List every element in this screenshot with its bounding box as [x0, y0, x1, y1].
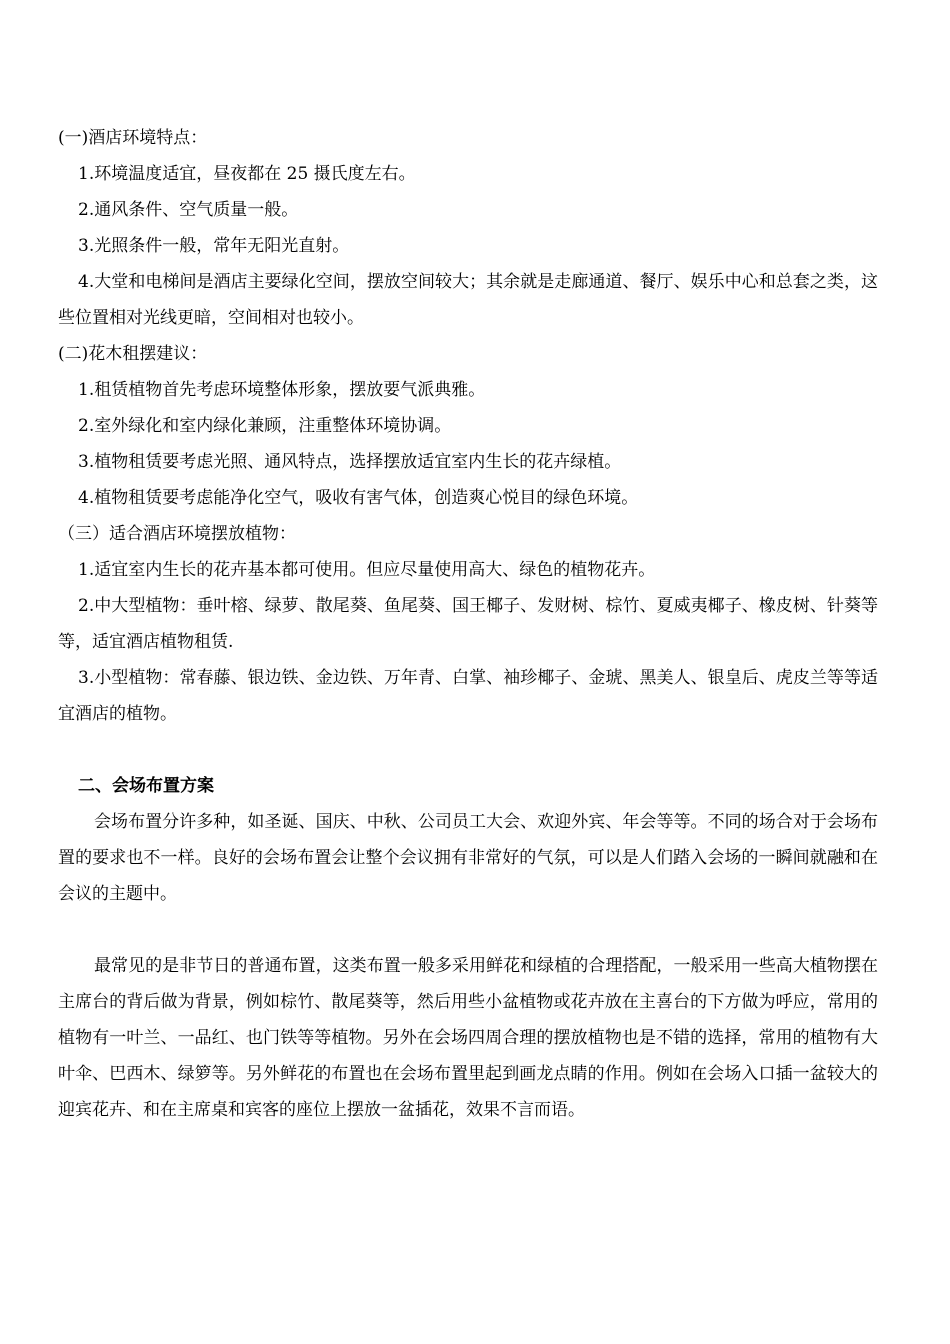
section-1-item-4: 4.大堂和电梯间是酒店主要绿化空间，摆放空间较大；其余就是走廊通道、餐厅、娱乐中心和总套之类，这些位置相对光线更暗，空间相对也较小。	[58, 272, 878, 328]
section-3-item-2: 2.中大型植物：垂叶榕、绿萝、散尾葵、鱼尾葵、国王椰子、发财树、棕竹、夏威夷椰子、橡皮树、针葵等等，适宜酒店植物租赁.	[58, 596, 878, 652]
section-1-item-3: 3.光照条件一般，常年无阳光直射。	[78, 236, 350, 256]
section-2-item-4: 4.植物租赁要考虑能净化空气，吸收有害气体，创造爽心悦目的绿色环境。	[78, 488, 639, 508]
section-3-item-1: 1.适宜室内生长的花卉基本都可使用。但应尽量使用高大、绿色的植物花卉。	[78, 560, 656, 580]
part-2-paragraph-2: 最常见的是非节日的普通布置，这类布置一般多采用鲜花和绿植的合理搭配，一般采用一些高大植物摆在主席台的背后做为背景，例如棕竹、散尾葵等，然后用些小盆植物或花卉放在主喜台的下方做为呼应，常用的植物有一叶兰、一品红、也门铁等等植物。另外在会场四周合理的摆放植物也是不错的选择，常用的植物有大叶伞、巴西木、绿箩等。另外鲜花的布置也在会场布置里起到画龙点睛的作用。例如在会场入口插一盆较大的迎宾花卉、和在主席桌和宾客的座位上摆放一盆插花，效果不言而语。	[58, 956, 878, 1120]
part-2-paragraph-1: 会场布置分许多种，如圣诞、国庆、中秋、公司员工大会、欢迎外宾、年会等等。不同的场合对于会场布置的要求也不一样。良好的会场布置会让整个会议拥有非常好的气氛，可以是人们踏入会场的一瞬间就融和在会议的主题中。	[58, 812, 878, 904]
spacer	[58, 912, 878, 948]
spacer	[58, 732, 878, 768]
section-1-item-2: 2.通风条件、空气质量一般。	[78, 200, 299, 220]
part-2-heading: 二、会场布置方案	[78, 776, 214, 796]
section-1-item-1: 1.环境温度适宜，昼夜都在 25 摄氏度左右。	[78, 164, 416, 184]
section-2-heading: (二)花木租摆建议：	[58, 344, 208, 364]
section-2-item-2: 2.室外绿化和室内绿化兼顾，注重整体环境协调。	[78, 416, 452, 436]
section-1-heading: (一)酒店环境特点：	[58, 128, 208, 148]
section-3-item-3: 3.小型植物：常春藤、银边铁、金边铁、万年青、白掌、袖珍椰子、金琥、黑美人、银皇后、虎皮兰等等适宜酒店的植物。	[58, 668, 878, 724]
section-3-heading: （三）适合酒店环境摆放植物：	[58, 524, 296, 544]
section-2-item-1: 1.租赁植物首先考虑环境整体形象，摆放要气派典雅。	[78, 380, 486, 400]
document-page	[58, 120, 878, 1128]
section-2-item-3: 3.植物租赁要考虑光照、通风特点，选择摆放适宜室内生长的花卉绿植。	[78, 452, 622, 472]
